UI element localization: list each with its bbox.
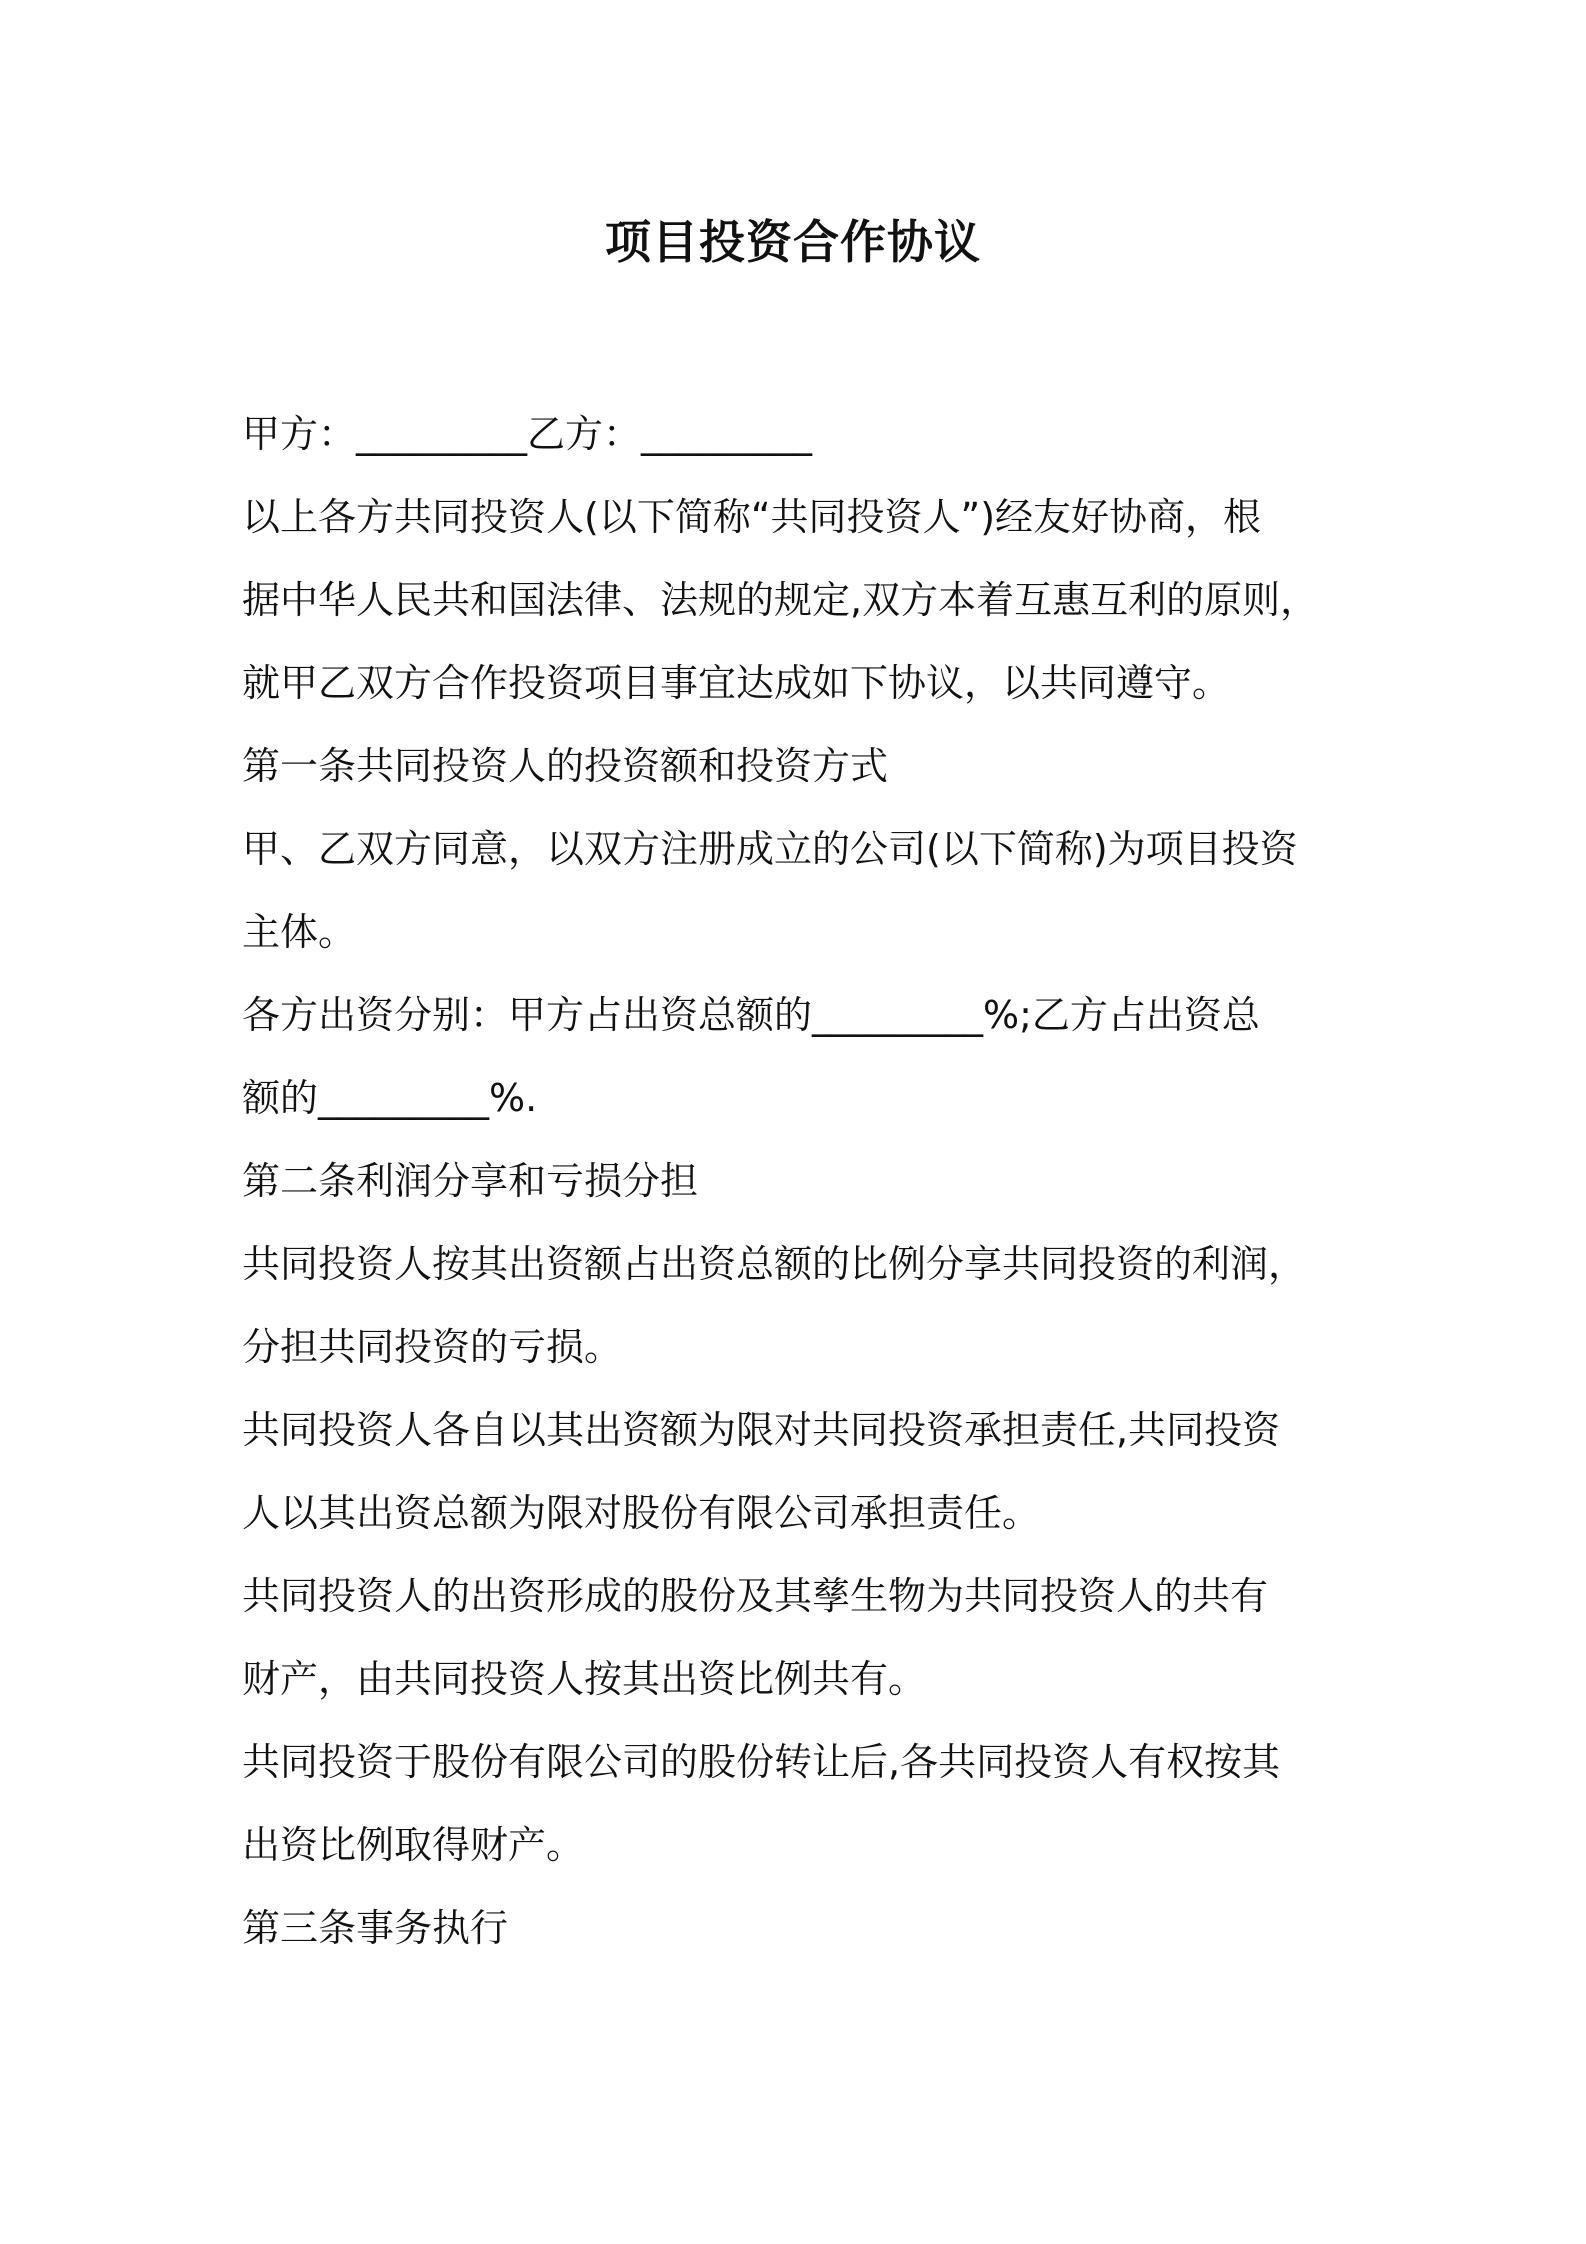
text-line: 各方出资分别：甲方占出资总额的_________%;乙方占出资总 [242,993,1260,1037]
text-line: 分担共同投资的亏损。 [242,1325,623,1369]
text-line: 主体。 [242,910,357,954]
text-line: 共同投资人按其出资额占出资总额的比例分享共同投资的利润， [242,1242,1307,1286]
text-line: 人以其出资总额为限对股份有限公司承担责任。 [242,1491,1041,1535]
section-heading: 第三条事务执行 [242,1906,509,1950]
text-line: 据中华人民共和国法律、法规的规定,双方本着互惠互利的原则， [242,578,1319,622]
text-line: 出资比例取得财产。 [242,1823,585,1867]
text-line: 甲方：_________乙方：_________ [242,412,813,456]
text-line: 财产，由共同投资人按其出资比例共有。 [242,1657,927,1701]
text-line: 共同投资于股份有限公司的股份转让后,各共同投资人有权按其 [242,1740,1281,1784]
document-title: 项目投资合作协议 [605,215,981,269]
text-line: 以上各方共同投资人(以下简称“共同投资人”)经友好协商，根 [242,495,1262,539]
document-body [242,393,1352,1970]
text-line: 就甲乙双方合作投资项目事宜达成如下协议，以共同遵守。 [242,661,1231,705]
text-line: 共同投资人的出资形成的股份及其孳生物为共同投资人的共有 [242,1574,1269,1618]
section-heading: 第二条利润分享和亏损分担 [242,1159,699,1203]
section-heading: 第一条共同投资人的投资额和投资方式 [242,744,889,788]
text-line: 甲、乙双方同意，以双方注册成立的公司(以下简称)为项目投资 [242,827,1298,871]
text-line: 共同投资人各自以其出资额为限对共同投资承担责任,共同投资 [242,1408,1281,1452]
text-line: 额的_________%. [242,1076,538,1120]
